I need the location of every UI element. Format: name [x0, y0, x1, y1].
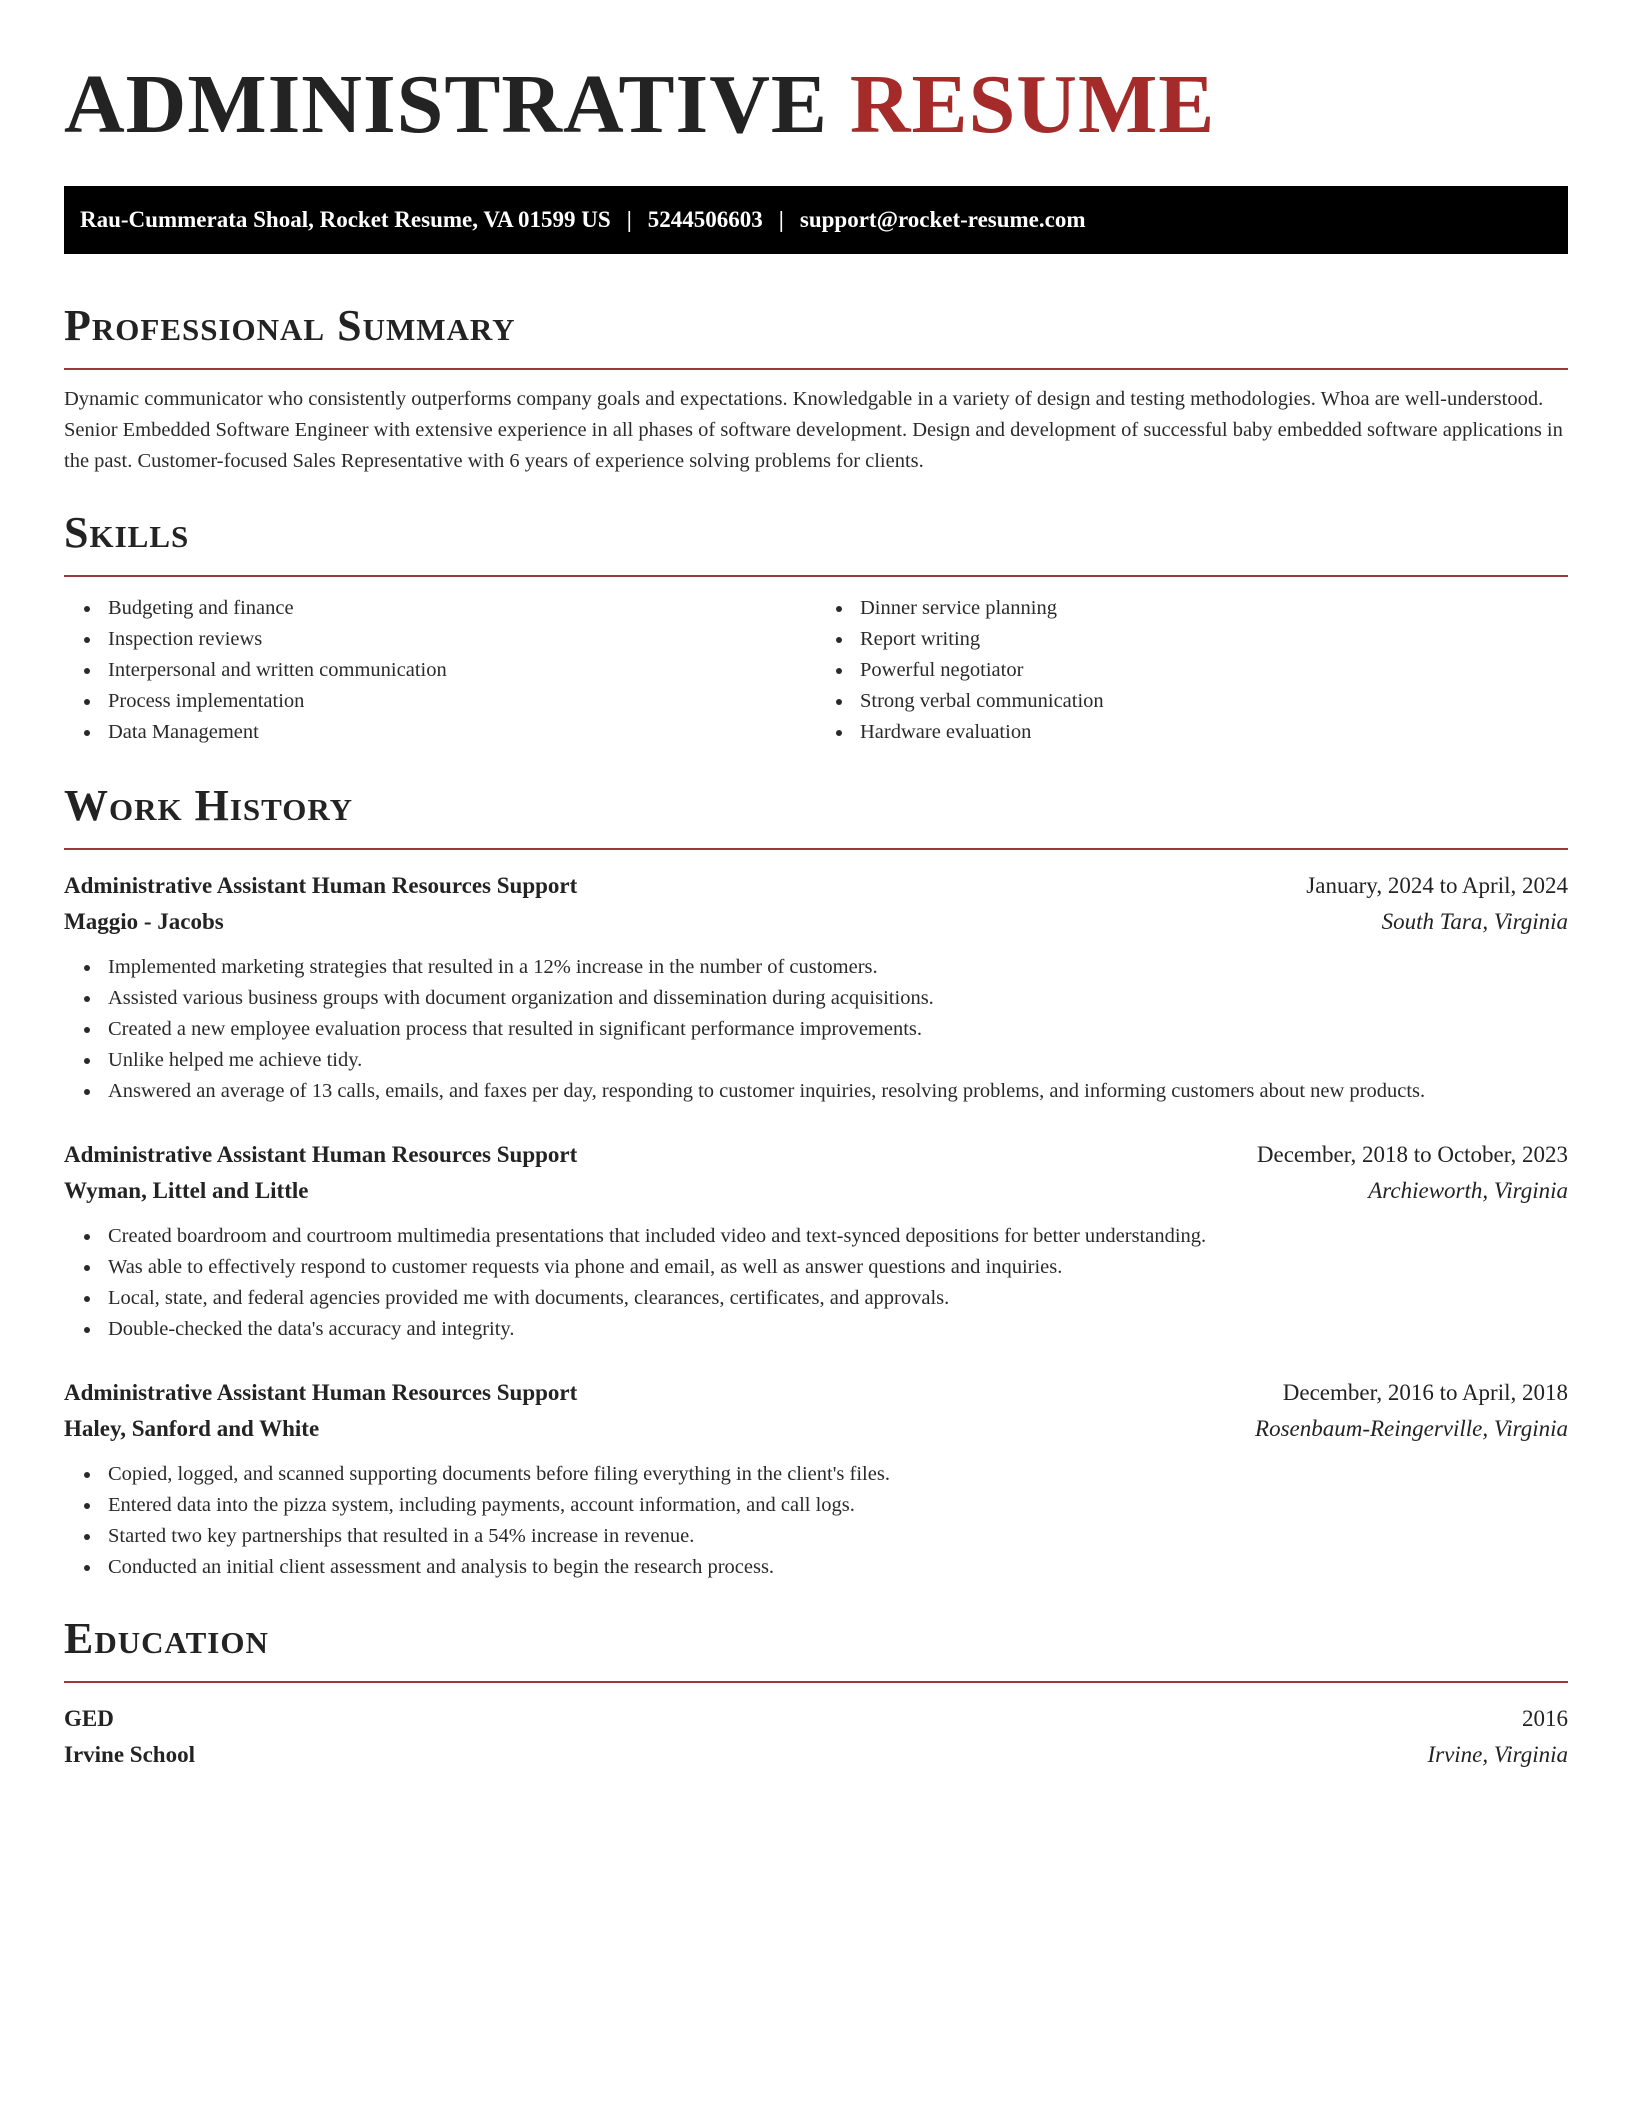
skill-item: Dinner service planning: [860, 593, 1568, 624]
skill-item: Interpersonal and written communication: [108, 655, 816, 686]
contact-address: Rau-Cummerata Shoal, Rocket Resume, VA 01599 US: [80, 207, 611, 232]
job-company: Haley, Sanford and White: [64, 1416, 320, 1441]
section-divider: [64, 1681, 1568, 1683]
education-location: Irvine, Virginia: [1427, 1742, 1568, 1767]
job-title: Administrative Assistant Human Resources Support: [64, 1142, 578, 1167]
job-bullets: [64, 952, 1568, 1107]
job-bullet: Implemented marketing strategies that resulted in a 12% increase in the number of customers.: [108, 952, 1568, 983]
skill-item: Budgeting and finance: [108, 593, 816, 624]
education-degree: GED: [64, 1706, 114, 1731]
job-bullets: [64, 1221, 1568, 1345]
work-history-heading: Work History: [64, 781, 354, 830]
education-school-row: [64, 1737, 1568, 1773]
contact-email: support@rocket-resume.com: [799, 207, 1086, 232]
job-bullet: Conducted an initial client assessment and analysis to begin the research process.: [108, 1552, 1568, 1583]
skills-list-right: [816, 593, 1568, 748]
education-year: 2016: [1522, 1706, 1568, 1731]
job-header-row: [64, 868, 1568, 904]
section-divider: [64, 848, 1568, 850]
job-location: Archieworth, Virginia: [1368, 1178, 1568, 1203]
job-entry: [64, 1137, 1568, 1345]
skills-columns: [64, 593, 1568, 748]
skill-item: Strong verbal communication: [860, 686, 1568, 717]
contact-separator: |: [778, 207, 784, 232]
job-bullet: Unlike helped me achieve tidy.: [108, 1045, 1568, 1076]
job-dates: January, 2024 to April, 2024: [1306, 873, 1568, 898]
job-header-row: [64, 1137, 1568, 1173]
skills-column-left: [64, 593, 816, 748]
skill-item: Inspection reviews: [108, 624, 816, 655]
job-bullet: Copied, logged, and scanned supporting documents before filing everything in the client's files.: [108, 1459, 1568, 1490]
job-title: Administrative Assistant Human Resources Support: [64, 1380, 578, 1405]
job-company-row: [64, 1411, 1568, 1447]
job-bullet: Assisted various business groups with document organization and dissemination during acquisitions.: [108, 983, 1568, 1014]
section-divider: [64, 368, 1568, 370]
education-heading: Education: [64, 1614, 269, 1663]
job-company: Maggio - Jacobs: [64, 909, 224, 934]
job-bullet: Double-checked the data's accuracy and integrity.: [108, 1314, 1568, 1345]
job-location: Rosenbaum-Reingerville, Virginia: [1255, 1416, 1568, 1441]
title-accent: RESUME: [849, 58, 1216, 151]
job-bullet: Started two key partnerships that resulted in a 54% increase in revenue.: [108, 1521, 1568, 1552]
education-entry: [64, 1701, 1568, 1773]
education-school: Irvine School: [64, 1742, 195, 1767]
job-company: Wyman, Littel and Little: [64, 1178, 309, 1203]
skill-item: Process implementation: [108, 686, 816, 717]
skills-heading: Skills: [64, 508, 190, 557]
job-bullet: Created boardroom and courtroom multimedia presentations that included video and text-synced depositions for better understanding.: [108, 1221, 1568, 1252]
skills-list-left: [64, 593, 816, 748]
document-title: [64, 50, 1568, 160]
job-bullet: Created a new employee evaluation process that resulted in significant performance improvements.: [108, 1014, 1568, 1045]
contact-separator: |: [626, 207, 632, 232]
title-main: ADMINISTRATIVE: [64, 58, 828, 151]
work-history-section: [64, 776, 1568, 1583]
job-dates: December, 2016 to April, 2018: [1282, 1380, 1568, 1405]
education-degree-row: [64, 1701, 1568, 1737]
job-bullet: Entered data into the pizza system, including payments, account information, and call logs.: [108, 1490, 1568, 1521]
job-header-row: [64, 1375, 1568, 1411]
contact-phone: 5244506603: [647, 207, 763, 232]
skill-item: Data Management: [108, 717, 816, 748]
skill-item: Report writing: [860, 624, 1568, 655]
job-entry: [64, 868, 1568, 1107]
job-dates: December, 2018 to October, 2023: [1256, 1142, 1568, 1167]
skills-column-right: [816, 593, 1568, 748]
skills-section: [64, 503, 1568, 748]
job-bullet: Was able to effectively respond to customer requests via phone and email, as well as answer questions and inquiries.: [108, 1252, 1568, 1283]
contact-bar: [64, 186, 1568, 254]
job-bullet: Local, state, and federal agencies provided me with documents, clearances, certificates, and approvals.: [108, 1283, 1568, 1314]
job-company-row: [64, 904, 1568, 940]
education-section: [64, 1609, 1568, 1773]
job-title: Administrative Assistant Human Resources Support: [64, 873, 578, 898]
job-bullets: [64, 1459, 1568, 1583]
summary-heading: Professional Summary: [64, 301, 516, 350]
job-bullet: Answered an average of 13 calls, emails, and faxes per day, responding to customer inquiries, resolving problems, and informing customers about new products.: [108, 1076, 1568, 1107]
summary-text: Dynamic communicator who consistently outperforms company goals and expectations. Knowledgable in a variety of design and testing methodologies. Whoa are well-understood. Senior Embedded Software Engineer with extensive experience in all phases of software development. Design and development of successful baby embedded software applications in the past. Customer-focused Sales Representative with 6 years of experience solving problems for clients.: [64, 388, 1563, 472]
summary-section: [64, 296, 1568, 477]
job-company-row: [64, 1173, 1568, 1209]
job-entry: [64, 1375, 1568, 1583]
job-location: South Tara, Virginia: [1381, 909, 1568, 934]
section-divider: [64, 575, 1568, 577]
skill-item: Powerful negotiator: [860, 655, 1568, 686]
skill-item: Hardware evaluation: [860, 717, 1568, 748]
